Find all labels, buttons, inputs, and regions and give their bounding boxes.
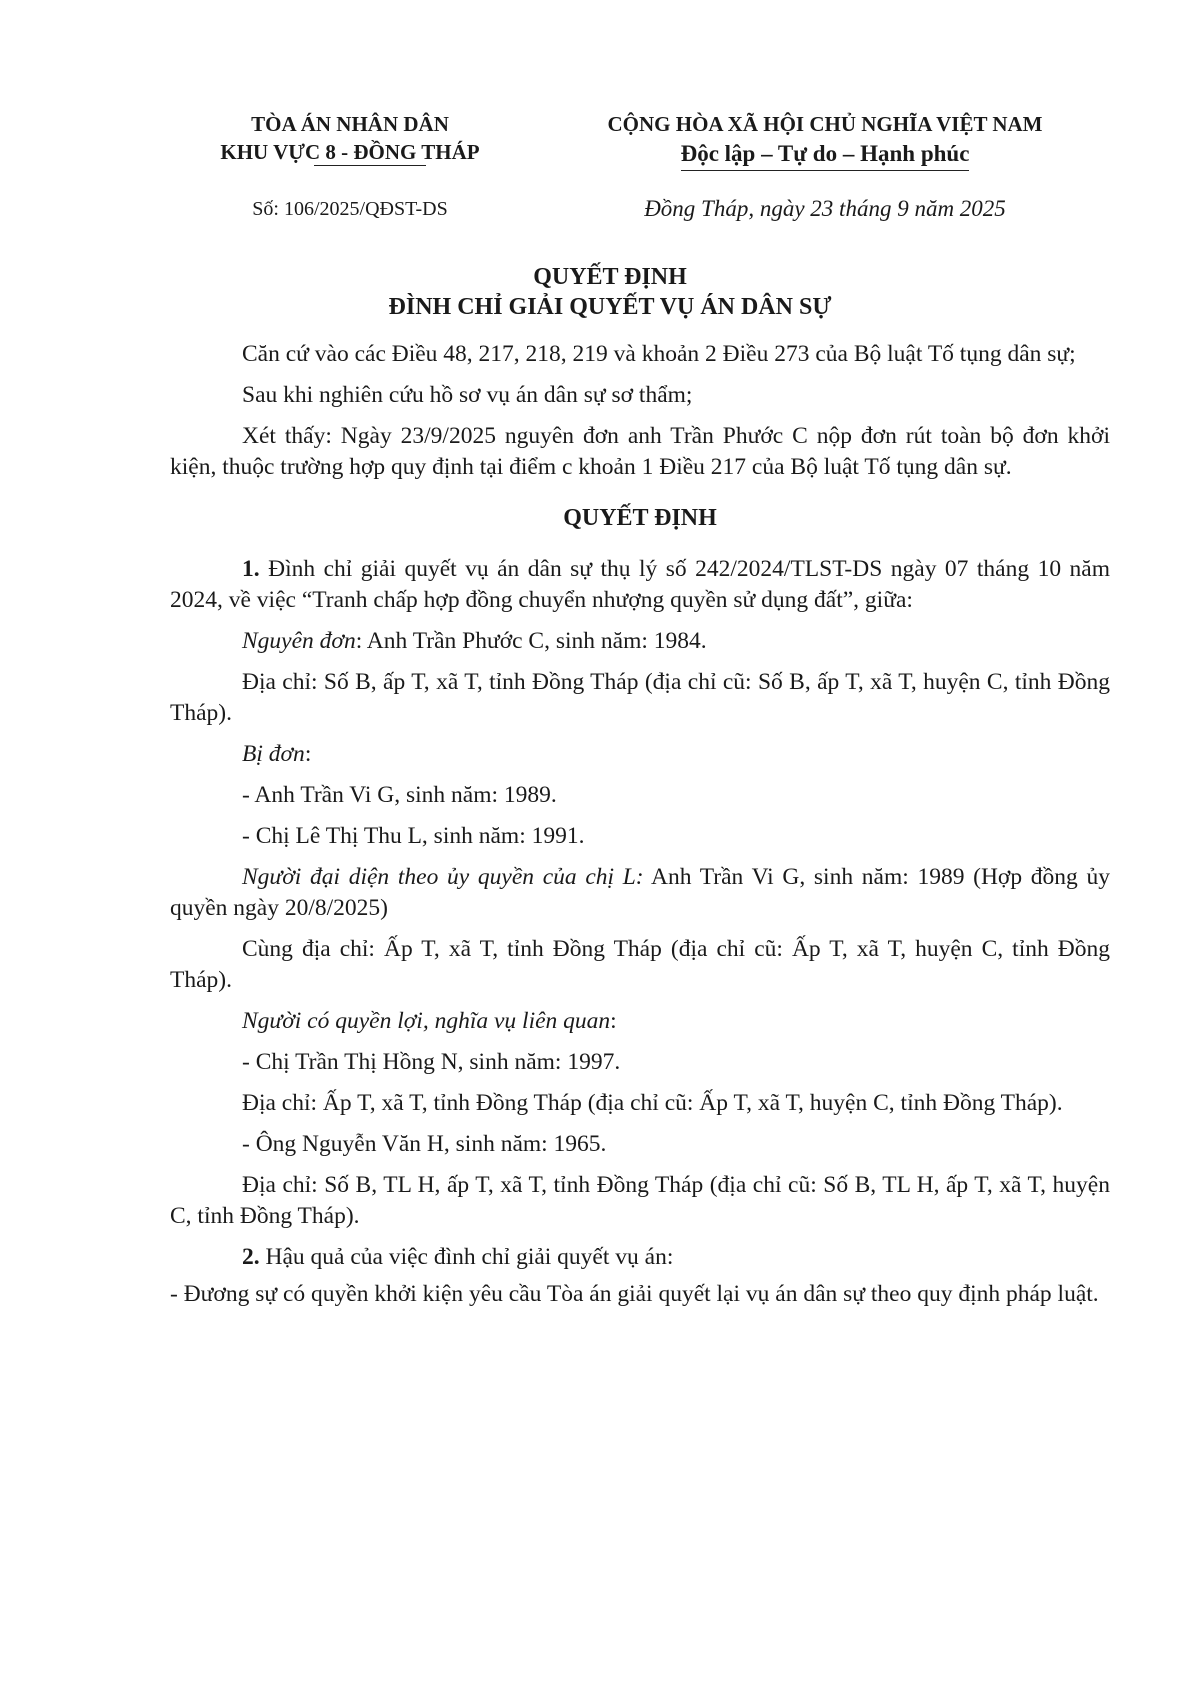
related-party-1-address: Địa chỉ: Ấp T, xã T, tỉnh Đồng Tháp (địa chỉ cũ: Ấp T, xã T, huyện C, tỉnh Đồng Tháp). [242,1090,1063,1116]
common-address: Cùng địa chỉ: Ấp T, xã T, tỉnh Đồng Tháp (địa chỉ cũ: Ấp T, xã T, huyện C, tỉnh Đồng Tháp). [170,936,1110,993]
decision-heading: QUYẾT ĐỊNH [563,505,717,531]
defendant-heading: Bị đơn: [242,741,312,767]
representative-label: Người đại diện theo ủy quyền của chị L: [242,864,644,890]
defendant-label: Bị đơn [242,741,305,767]
court-name-line1: TÒA ÁN NHÂN DÂN [251,112,449,136]
related-party-1: - Chị Trần Thị Hồng N, sinh năm: 1997. [242,1049,621,1075]
court-header [180,110,520,166]
item-2-text: Hậu quả của việc đình chỉ giải quyết vụ án: [259,1244,674,1270]
case-study-note: Sau khi nghiên cứu hồ sơ vụ án dân sự sơ thẩm; [242,382,693,408]
legal-basis: Căn cứ vào các Điều 48, 217, 218, 219 và khoản 2 Điều 273 của Bộ luật Tố tụng dân sự; [242,341,1076,367]
item-1-text: Đình chỉ giải quyết vụ án dân sự thụ lý số 242/2024/TLST-DS ngày 07 tháng 10 năm 2024, về việc “Tranh chấp hợp đồng chuyển nhượng quyền sử dụng đất”, giữa: [170,556,1110,613]
related-party-label: Người có quyền lợi, nghĩa vụ liên quan [242,1008,611,1034]
item-2 [170,1242,1110,1273]
related-party-2: - Ông Nguyễn Văn H, sinh năm: 1965. [242,1131,607,1157]
item-1 [170,554,1110,616]
plaintiff-value: : Anh Trần Phước C, sinh năm: 1984. [355,628,707,654]
representative [170,862,1110,924]
representative-value: Anh Trần Vi G, sinh năm: 1989 (Hợp đồng ủy quyền ngày 20/8/2025) [170,864,1110,921]
item-2-consequence: - Đương sự có quyền khởi kiện yêu cầu Tòa án giải quyết lại vụ án dân sự theo quy định pháp luật. [170,1281,1099,1307]
defendant-1: - Anh Trần Vi G, sinh năm: 1989. [242,782,557,808]
document-number: Số: 106/2025/QĐST-DS [252,198,448,220]
nation-name: CỘNG HÒA XÃ HỘI CHỦ NGHĨA VIỆT NAM [607,112,1043,136]
plaintiff-label: Nguyên đơn [242,628,356,654]
document-body [170,339,1110,1320]
defendant-2: - Chị Lê Thị Thu L, sinh năm: 1991. [242,823,585,849]
court-underline [314,165,426,166]
plaintiff [170,626,1110,657]
place-date: Đồng Tháp, ngày 23 tháng 9 năm 2025 [644,196,1006,221]
plaintiff-address: Địa chỉ: Số B, ấp T, xã T, tỉnh Đồng Tháp (địa chỉ cũ: Số B, ấp T, xã T, huyện C, tỉnh Đồng Tháp). [170,669,1110,726]
title-line2: ĐÌNH CHỈ GIẢI QUYẾT VỤ ÁN DÂN SỰ [388,294,832,320]
related-party-2-address: Địa chỉ: Số B, TL H, ấp T, xã T, tỉnh Đồng Tháp (địa chỉ cũ: Số B, TL H, ấp T, xã T, huyện C, tỉnh Đồng Tháp). [170,1172,1110,1229]
title-line1: QUYẾT ĐỊNH [533,264,687,290]
nation-header [565,110,1085,171]
finding-paragraph: Xét thấy: Ngày 23/9/2025 nguyên đơn anh Trần Phước C nộp đơn rút toàn bộ đơn khởi kiện, thuộc trường hợp quy định tại điểm c khoản 1 Điều 217 của Bộ luật Tố tụng dân sự. [170,423,1110,480]
related-party-heading: Người có quyền lợi, nghĩa vụ liên quan: [242,1008,617,1034]
court-name-line2: KHU VỰC 8 - ĐỒNG THÁP [220,140,480,164]
document-title [150,262,1070,322]
item-1-number: 1. [242,556,260,582]
item-2-number: 2. [242,1244,260,1270]
national-motto: Độc lập – Tự do – Hạnh phúc [681,138,970,171]
